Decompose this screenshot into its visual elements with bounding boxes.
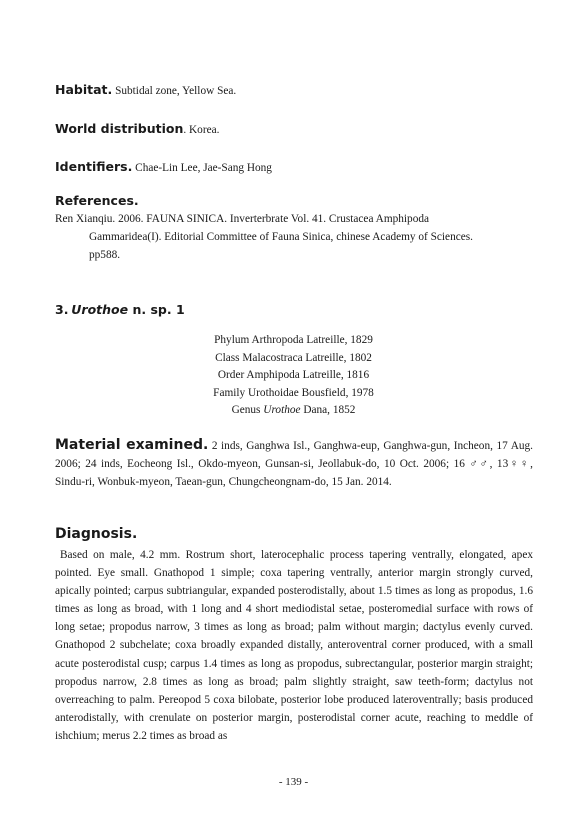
species-suffix: n. sp. 1 [128,302,185,317]
taxonomy-genus-prefix: Genus [231,404,264,416]
taxonomy-genus-suffix: Dana, 1852 [300,404,356,416]
habitat-label: Habitat. [55,82,113,97]
reference-line-3: pp588. [89,249,121,261]
references-heading [55,193,139,208]
diagnosis-heading [55,526,137,542]
taxonomy-class: Class Malacostraca Latreille, 1802 [215,351,372,364]
habitat-line [55,82,236,97]
diagnosis-text: Based on male, 4.2 mm. Rostrum short, laterocephalic process tapering ventrally, elongated, apex pointed. Eye small. Gnathopod 1 simple; coxa tapering ventrally, anterior margin strongly curved, apically pointed; carpus subtriangular, expanded posterodistally, about 1.5 times as long as propodus, 1.6 times as long as broad, with 1 long and 4 short mediodistal setae, posteromedial surface with rows of long setae; propodus narrow, 3 times as long as broad; palm without margin; dactylus evenly curved. Gnathopod 2 subchelate; coxa broadly expanded distally, anteroventral corner produced, with a small acute posterodistal cusp; carpus 1.4 times as long as propodus, subrectangular, posterior margin straight; propodus narrow, 2.8 times as long as broad; palm slightly straight, saw teeth-form; dactylus not overreaching to palm. Pereopod 5 coxa bilobate, posterior lobe produced lateroventrally; basis produced anterodistally, with crenulate on posterior margin, posterodistal corner acute, reaching to meddle of ishchium; merus 2.2 times as broad as [55,549,533,742]
species-heading [55,302,185,317]
identifiers-label: Identifiers. [55,159,133,174]
taxonomy-family: Family Urothoidae Bousfield, 1978 [213,386,374,399]
diagnosis-paragraph [55,546,533,745]
page-number: - 139 - [278,776,309,788]
world-distribution-label: World distribution [55,121,184,136]
references-label: References. [55,193,139,208]
species-genus: Urothoe [71,302,129,317]
world-distribution-line [55,121,219,136]
reference-line-1: Ren Xianqiu. 2006. FAUNA SINICA. Inverterbrate Vol. 41. Crustacea Amphipoda [55,213,429,225]
world-distribution-text: . Korea. [183,124,220,136]
taxonomy-genus [0,402,587,420]
material-label: Material examined. [55,437,209,453]
habitat-text: Subtidal zone, Yellow Sea. [112,85,237,97]
material-examined-paragraph [55,436,533,491]
identifiers-text: Chae-Lin Lee, Jae-Sang Hong [132,162,272,174]
species-number: 3. [55,302,69,317]
taxonomy-order: Order Amphipoda Latreille, 1816 [217,369,370,381]
identifiers-line [55,159,272,174]
taxonomy-phylum: Phylum Arthropoda Latreille, 1829 [214,334,373,346]
taxonomy-block [0,332,587,420]
taxonomy-genus-name: Urothoe [263,404,301,416]
reference-line-2: Gammaridea(I). Editorial Committee of Fauna Sinica, chinese Academy of Sciences. [89,231,473,243]
material-text: 2 inds, Ganghwa Isl., Ganghwa-eup, Ganghwa-gun, Incheon, 17 Aug. 2006; 24 inds, Eocheong Isl., Okdo-myeon, Gunsan-si, Jeollabuk-do, 10 Oct. 2006; 16 ♂♂, 13♀♀, Sindu-ri, Wonbuk-myeon, Taean-gun, Chungcheongnam-do, 15 Jan. 2014. [55,440,533,489]
diagnosis-label: Diagnosis. [55,526,138,542]
reference-entry [55,210,533,264]
